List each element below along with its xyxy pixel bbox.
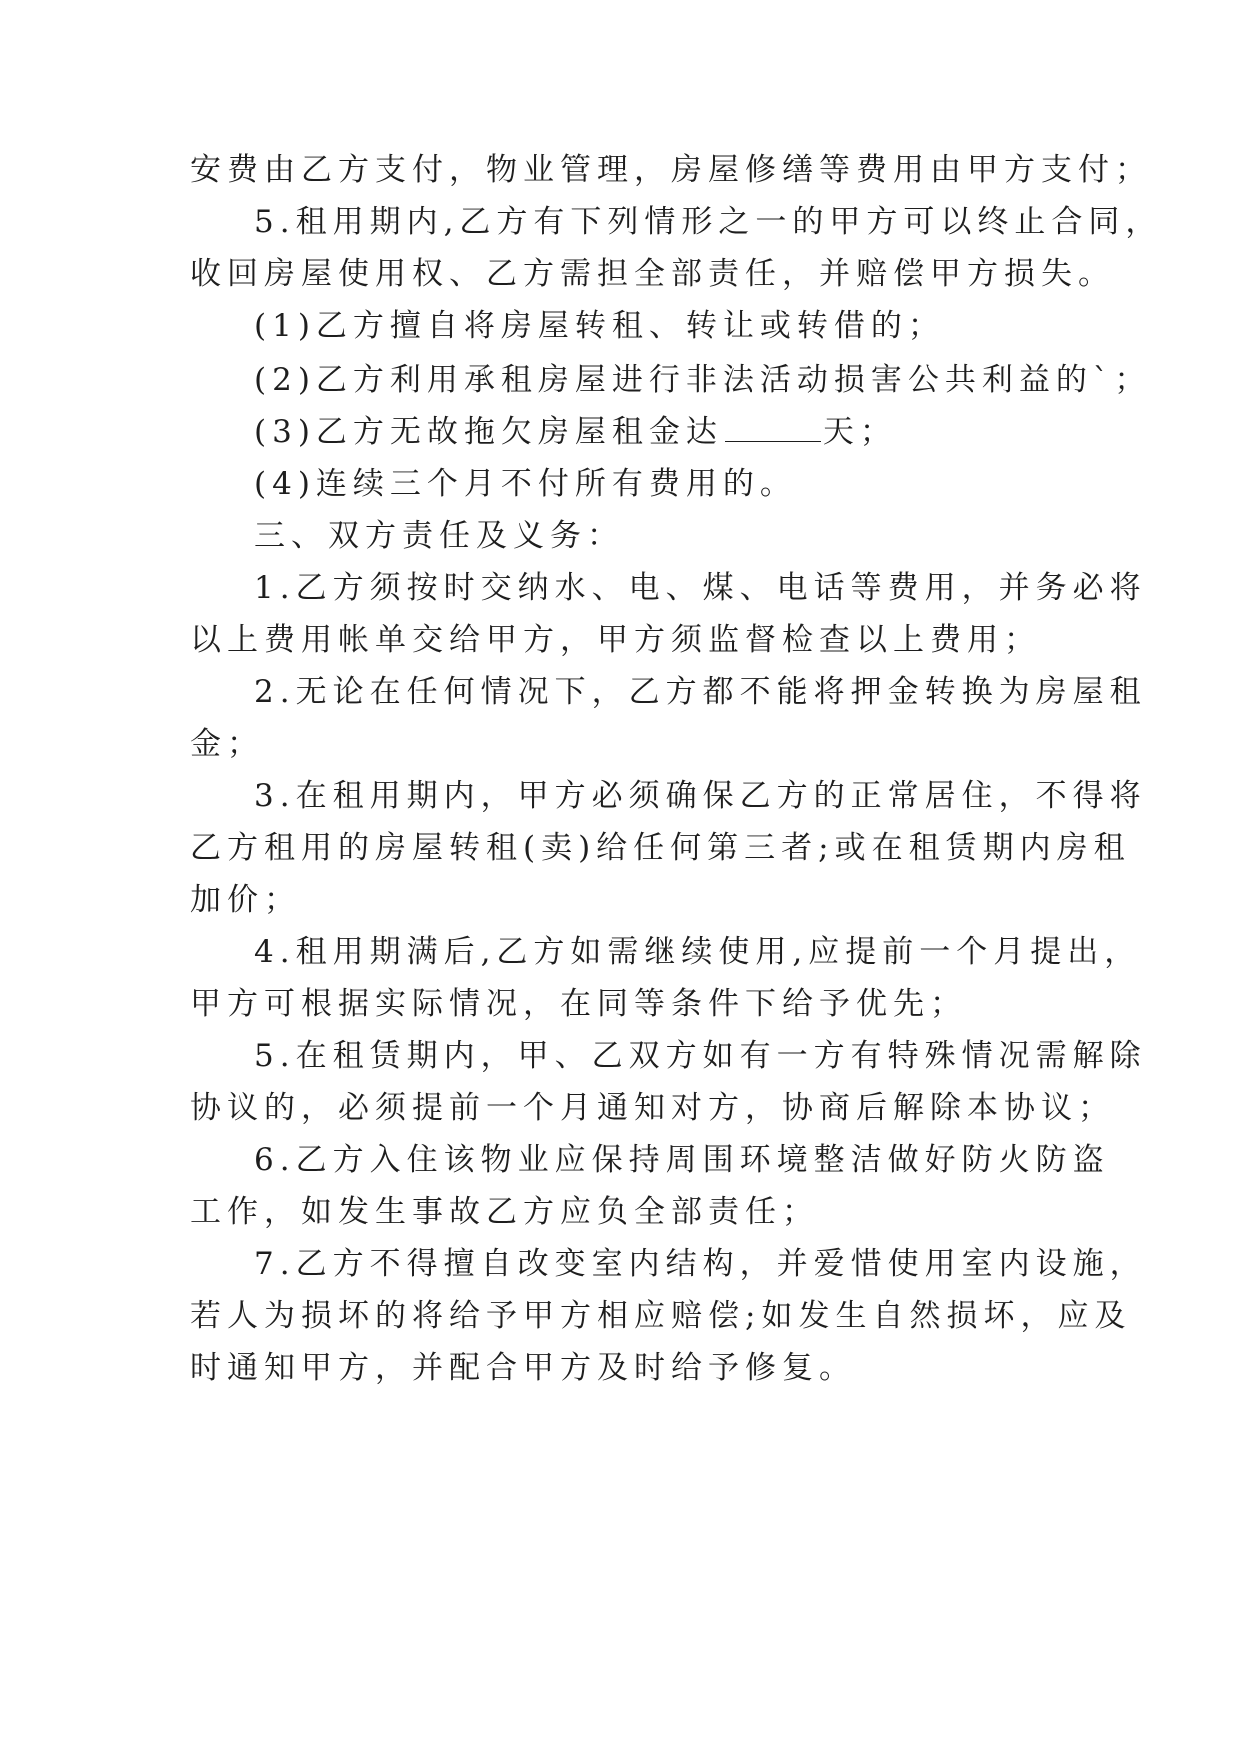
clause-heading: 2.无论在任何情况下，乙方都不能将押金转换为房屋租 bbox=[254, 674, 1147, 710]
list-item-text: 天； bbox=[822, 414, 897, 450]
text-line: 甲方可根据实际情况，在同等条件下给予优先； bbox=[190, 986, 967, 1022]
clause-heading: 3.在租用期内，甲方必须确保乙方的正常居住，不得将 bbox=[254, 778, 1147, 814]
text-line: 时通知甲方，并配合甲方及时给予修复。 bbox=[190, 1350, 856, 1386]
text-line: 若人为损坏的将给予甲方相应赔偿;如发生自然损坏，应及 bbox=[190, 1298, 1132, 1334]
clause-heading: 5.在租赁期内，甲、乙双方如有一方有特殊情况需解除 bbox=[254, 1038, 1147, 1074]
text-line: 金； bbox=[190, 726, 264, 762]
text-line: 加价； bbox=[190, 882, 301, 918]
list-item: (4)连续三个月不付所有费用的。 bbox=[254, 466, 797, 502]
text-line: 安费由乙方支付，物业管理，房屋修缮等费用由甲方支付； bbox=[190, 152, 1152, 188]
text-line: 收回房屋使用权、乙方需担全部责任，并赔偿甲方损失。 bbox=[190, 256, 1115, 292]
section-heading: 三、双方责任及义务： bbox=[254, 518, 624, 554]
list-item: (1)乙方擅自将房屋转租、转让或转借的； bbox=[254, 308, 945, 344]
text-line: 以上费用帐单交给甲方，甲方须监督检查以上费用； bbox=[190, 622, 1041, 658]
text-line: 工作，如发生事故乙方应负全部责任； bbox=[190, 1194, 819, 1230]
clause-heading: 1.乙方须按时交纳水、电、煤、电话等费用，并务必将 bbox=[254, 570, 1147, 606]
clause-heading: 6.乙方入住该物业应保持周围环境整洁做好防火防盗 bbox=[254, 1142, 1110, 1178]
fill-in-blank bbox=[725, 415, 821, 442]
clause-heading: 4.租用期满后,乙方如需继续使用,应提前一个月提出， bbox=[254, 934, 1142, 970]
clause-heading: 5.租用期内,乙方有下列情形之一的甲方可以终止合同， bbox=[254, 204, 1163, 240]
clause-heading: 7.乙方不得擅自改变室内结构，并爱惜使用室内设施， bbox=[254, 1246, 1147, 1282]
text-line: 协议的，必须提前一个月通知对方，协商后解除本协议； bbox=[190, 1090, 1115, 1126]
list-item-text: (3)乙方无故拖欠房屋租金达 bbox=[254, 414, 723, 450]
text-line: 乙方租用的房屋转租(卖)给任何第三者;或在租赁期内房租 bbox=[190, 830, 1131, 866]
list-item bbox=[254, 412, 1154, 452]
list-item: (2)乙方利用承租房屋进行非法活动损害公共利益的`； bbox=[254, 362, 1152, 398]
